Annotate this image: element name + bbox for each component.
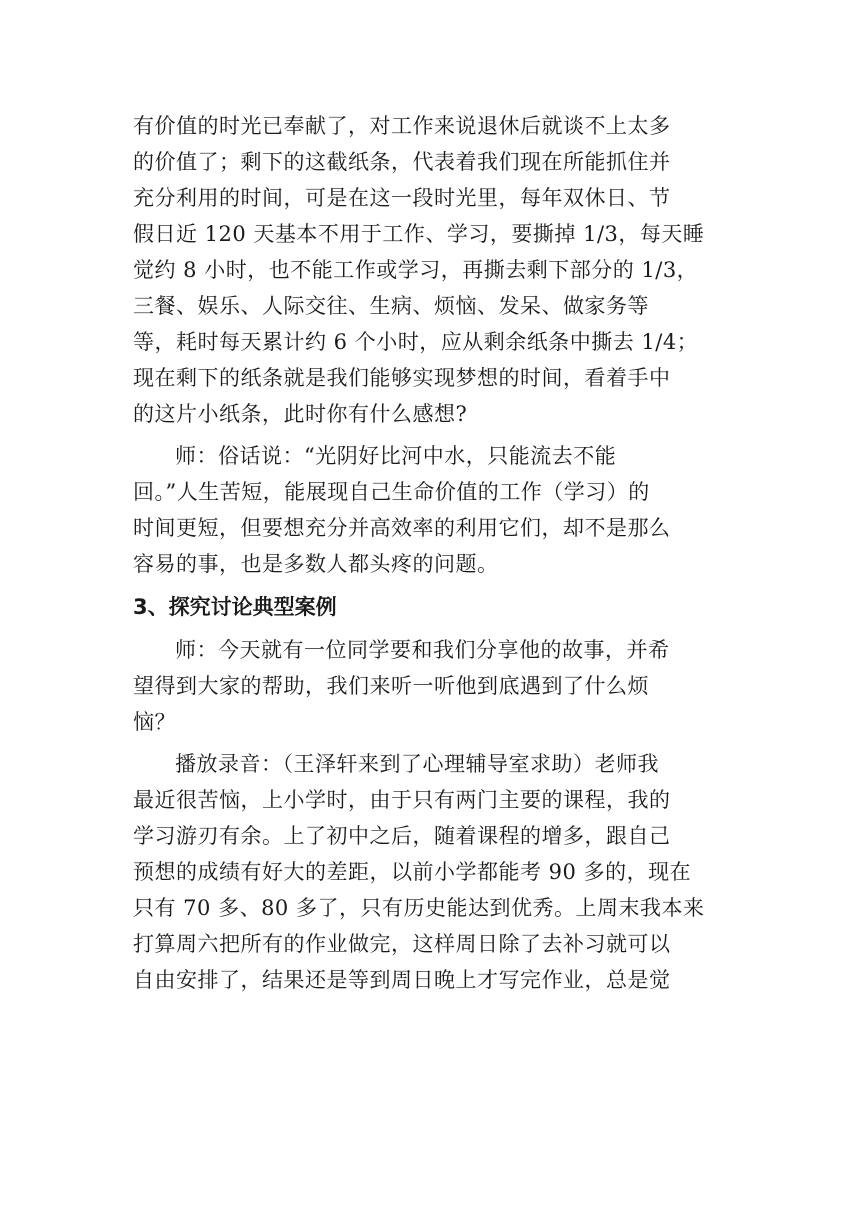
- text-line: 学习游刃有余。上了初中之后，随着课程的增多，跟自己: [133, 824, 671, 848]
- paragraph-teacher-intro: [133, 632, 733, 740]
- text-line: 恼？: [133, 710, 176, 734]
- text-line: 时间更短，但要想充分并高效率的利用它们，却不是那么: [133, 516, 671, 540]
- text-line: 预想的成绩有好大的差距，以前小学都能考 90 多的，现在: [133, 860, 692, 884]
- text-line: 的这片小纸条，此时你有什么感想?: [133, 402, 468, 426]
- text-line: 播放录音：（王泽轩来到了心理辅导室求助）老师我: [175, 752, 659, 776]
- text-line: 师：今天就有一位同学要和我们分享他的故事，并希: [175, 638, 670, 662]
- paragraph-teacher-proverb: [133, 438, 733, 582]
- text-line: 有价值的时光已奉献了，对工作来说退休后就谈不上太多: [133, 114, 671, 138]
- document-page: [133, 108, 733, 998]
- text-line: 望得到大家的帮助，我们来听一听他到底遇到了什么烦: [133, 674, 649, 698]
- text-line: 最近很苦恼，上小学时，由于只有两门主要的课程，我的: [133, 788, 671, 812]
- text-line: 等，耗时每天累计约 6 个小时，应从剩余纸条中撕去 1/4；: [133, 330, 699, 354]
- text-line: 三餐、娱乐、人际交往、生病、烦恼、发呆、做家务等: [133, 294, 649, 318]
- section-heading: 3、探究讨论典型案例: [133, 595, 337, 619]
- text-line: 打算周六把所有的作业做完，这样周日除了去补习就可以: [133, 932, 671, 956]
- text-line: 自由安排了，结果还是等到周日晚上才写完作业，总是觉: [133, 968, 671, 992]
- paragraph-recording: [133, 746, 733, 998]
- text-line: 回。”人生苦短，能展现自己生命价值的工作（学习）的: [133, 480, 650, 504]
- text-line: 容易的事，也是多数人都头疼的问题。: [133, 552, 499, 576]
- text-line: 师：俗话说：“光阴好比河中水，只能流去不能: [175, 444, 617, 468]
- text-line: 只有 70 多、80 多了，只有历史能达到优秀。上周末我本来: [133, 896, 705, 920]
- text-line: 觉约 8 小时，也不能工作或学习，再撕去剩下部分的 1/3，: [133, 258, 699, 282]
- text-line: 现在剩下的纸条就是我们能够实现梦想的时间，看着手中: [133, 366, 671, 390]
- text-line: 的价值了；剩下的这截纸条，代表着我们现在所能抓住并: [133, 150, 671, 174]
- text-line: 假日近 120 天基本不用于工作、学习，要撕掉 1/3，每天睡: [133, 222, 705, 246]
- paragraph-paper-strip: [133, 108, 733, 432]
- text-line: 充分利用的时间，可是在这一段时光里，每年双休日、节: [133, 186, 671, 210]
